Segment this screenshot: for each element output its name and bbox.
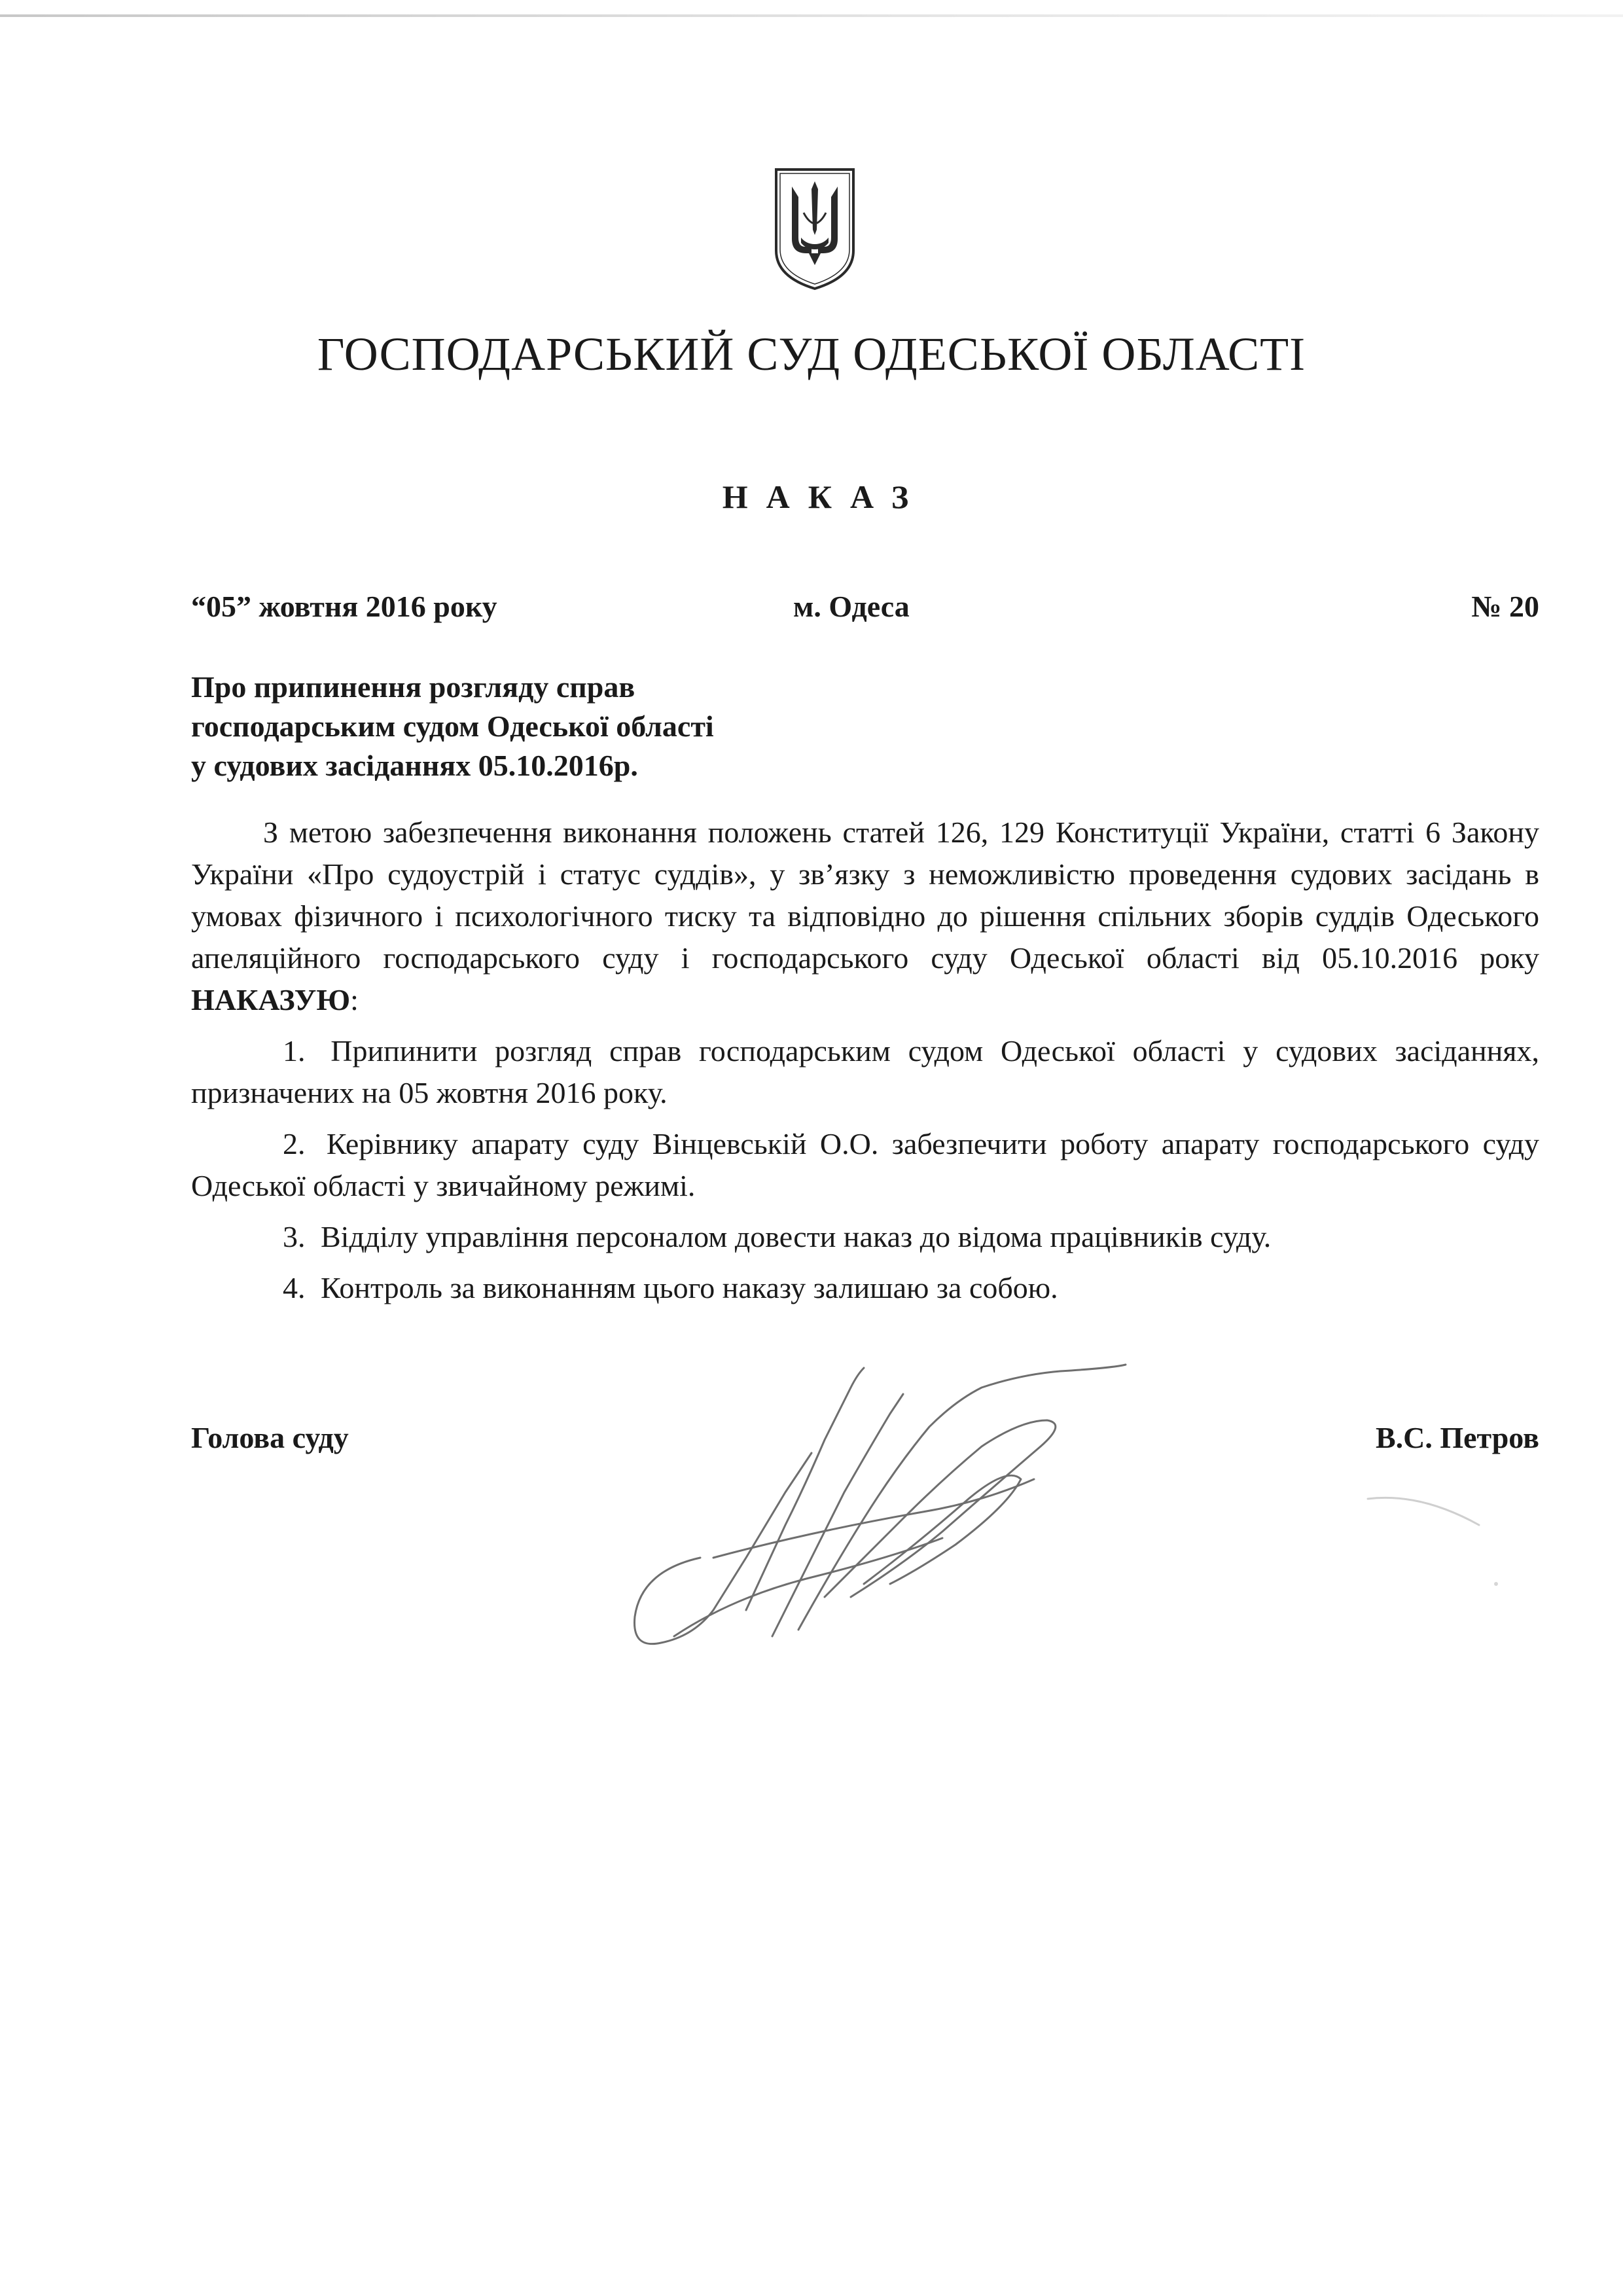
trident-emblem-icon bbox=[772, 167, 857, 291]
order-item bbox=[191, 1267, 1539, 1309]
signer-name: В.С. Петров bbox=[1375, 1421, 1539, 1454]
document-city: м. Одеса bbox=[793, 590, 910, 623]
court-name: ГОСПОДАРСЬКИЙ СУД ОДЕСЬКОЇ ОБЛАСТІ bbox=[317, 328, 1306, 380]
order-word: НАКАЗУЮ bbox=[191, 983, 351, 1016]
signature-block bbox=[191, 1420, 1539, 1466]
subject-line: Про припинення розгляду справ bbox=[191, 670, 635, 704]
item-text: Припинити розгляд справ господарським судом Одеської області у судових засіданнях, призначених на 05 жовтня 2016 року. bbox=[191, 1034, 1539, 1109]
item-text: Керівнику апарату суду Вінцевській О.О. забезпечити роботу апарату господарського суду Одеської області у звичайному режимі. bbox=[191, 1127, 1540, 1202]
document-date: “05” жовтня 2016 року bbox=[191, 590, 497, 623]
scan-edge-line bbox=[0, 14, 1623, 17]
item-number: 1. bbox=[283, 1034, 306, 1067]
document-meta bbox=[191, 589, 1539, 635]
order-item bbox=[191, 1216, 1539, 1258]
order-item bbox=[191, 1123, 1539, 1207]
document-body bbox=[191, 812, 1539, 1309]
signer-position: Голова суду bbox=[191, 1421, 349, 1454]
item-number: 4. bbox=[283, 1271, 306, 1304]
document-title: НАКАЗ bbox=[722, 478, 927, 515]
document-number: № 20 bbox=[1471, 590, 1539, 623]
order-item bbox=[191, 1030, 1539, 1114]
document-subject bbox=[191, 668, 976, 785]
intro-text: З метою забезпечення виконання положень статей 126, 129 Конституції України, статті 6 Закону України «Про судоустрій і статус суддів», у зв’язку з неможливістю проведення судових засідань в умовах фізичного і психологічного тиску та відповідно до рішення спільних зборів суддів Одеського апеляційного господарського суду і господарського суду Одеської області від 05.10.2016 року bbox=[191, 816, 1539, 975]
order-colon: : bbox=[350, 983, 359, 1016]
subject-line: у судових засіданнях 05.10.2016р. bbox=[191, 749, 638, 782]
item-number: 2. bbox=[283, 1127, 306, 1160]
handwritten-signature bbox=[615, 1361, 1165, 1662]
intro-paragraph bbox=[191, 812, 1539, 1021]
item-text: Контроль за виконанням цього наказу залишаю за собою. bbox=[321, 1271, 1058, 1304]
subject-line: господарським судом Одеської області bbox=[191, 709, 714, 743]
item-number: 3. bbox=[283, 1220, 306, 1253]
item-text: Відділу управління персоналом довести наказ до відома працівників суду. bbox=[321, 1220, 1272, 1253]
scan-artifact-mark bbox=[1361, 1486, 1505, 1590]
